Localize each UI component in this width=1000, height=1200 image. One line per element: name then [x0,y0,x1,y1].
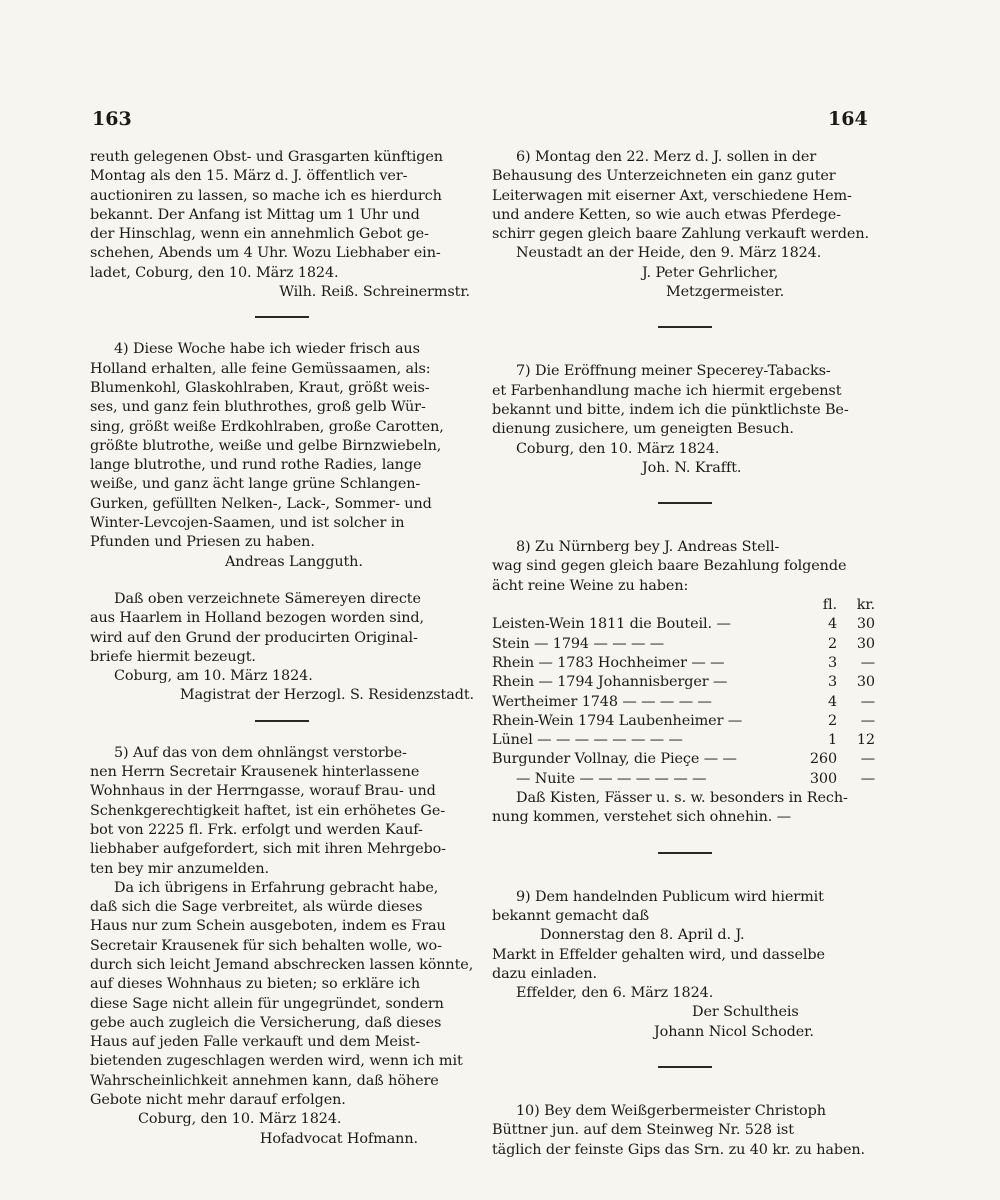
text-line: schirr gegen gleich baare Zahlung verkauft werden. [492,226,869,243]
page-number-right: 164 [828,108,868,130]
text-line: Winter-Levcojen-Saamen, und ist solcher in [90,515,405,532]
wine-row: Wertheimer 1748 — — — — — 4 — [492,693,875,710]
text-line: 5) Auf das von dem ohnlängst verstorbe- [114,744,407,761]
left-column [90,148,474,1149]
text-line: Pfunden und Priesen zu haben. [90,534,315,551]
text-line: Blumenkohl, Glaskohlraben, Kraut, größt weis- [90,379,430,396]
text-line: bekannt und bitte, indem ich die pünktlichste Be- [492,401,849,418]
signature: Andreas Langguth. [225,553,363,570]
notice-9 [492,888,877,1042]
text-line: Haus auf jeden Falle verkauft und dem Meist- [90,1034,421,1051]
text-line: Gebote nicht mehr darauf erfolgen. [90,1092,346,1109]
text-line: 8) Zu Nürnberg bey J. Andreas Stell- [516,539,780,556]
text-line: nen Herrn Secretair Krausenek hinterlassene [90,764,420,781]
signature: Hofadvocat Hofmann. [259,1130,418,1147]
wine-row: Rhein — 1783 Hochheimer — — 3 — [492,654,875,671]
page-number-left: 163 [92,108,132,130]
signature: J. Peter Gehrlicher, [642,264,779,281]
date-line: Coburg, den 10. März 1824. [516,440,720,457]
notice-7 [492,362,877,478]
text-line: Gurken, gefüllten Nelken-, Lack-, Sommer- und [90,495,432,512]
signature: Magistrat der Herzogl. S. Residenzstadt. [179,687,474,704]
text-line: ten bey mir anzumelden. [90,860,270,877]
text-line: Holland erhalten, alle feine Gemüssaamen, als: [90,360,431,377]
text-line: ächt reine Weine zu haben: [492,577,689,594]
separator [658,1066,712,1068]
col-header-kr: kr. [856,597,875,614]
text-line: bietenden zugeschlagen werden wird, wenn ich mit [90,1053,463,1070]
wine-row: Lünel — — — — — — — — 1 12 [492,732,875,749]
text-line: Montag als den 15. März d. J. öffentlich ver- [90,168,408,185]
text-line: Markt in Effelder gehalten wird, und dasselbe [492,946,825,963]
text-line: Daß oben verzeichnete Sämereyen directe [114,590,421,607]
text-line: diese Sage nicht allein für ungegründet, sondern [90,995,444,1012]
text-line: Daß Kisten, Fässer u. s. w. besonders in Rech- [516,790,848,807]
text-line: bot von 2225 fl. Frk. erfolgt und werden Kauf- [90,821,423,838]
date-line: Effelder, den 6. März 1824. [516,985,714,1002]
text-line: schehen, Abends um 4 Uhr. Wozu Liebhaber ein- [90,245,441,262]
right-column [492,148,877,1160]
text-line: 10) Bey dem Weißgerbermeister Christoph [516,1102,826,1119]
text-line: dienung zusichere, um geneigten Besuch. [492,421,794,438]
text-line: lange blutrothe, und rund rothe Radies, lange [90,457,422,474]
text-line: aus Haarlem in Holland bezogen worden sind, [90,610,424,627]
separator [255,316,309,318]
text-line: sing, größt weiße Erdkohlraben, große Carotten, [90,418,444,435]
text-line: auctioniren zu lassen, so mache ich es hierdurch [90,187,442,204]
text-line: 4) Diese Woche habe ich wieder frisch aus [114,341,420,358]
wine-row: Leisten-Wein 1811 die Bouteil. — 4 30 [492,616,875,633]
notice-3 [90,148,474,302]
text-line: Leiterwagen mit eiserner Axt, verschiedene Hem- [492,187,852,204]
text-line: reuth gelegenen Obst- und Grasgarten künftigen [90,149,443,165]
text-line: auf dieses Wohnhaus zu bieten; so erkläre ich [90,976,421,993]
text-line: bekannt gemacht daß [492,907,650,924]
text-line: 7) Die Eröffnung meiner Specerey-Tabacks- [516,363,831,380]
text-line: dazu einladen. [492,965,597,982]
text-line: Donnerstag den 8. April d. J. [540,927,745,944]
notice-6 [492,148,877,302]
separator [658,852,712,854]
signature: Joh. N. Krafft. [642,459,742,476]
signature: Johann Nicol Schoder. [654,1023,814,1040]
text-line: 6) Montag den 22. Merz d. J. sollen in der [516,149,817,165]
text-line: Haus nur zum Schein ausgeboten, indem es Frau [90,918,446,935]
text-line: durch sich leicht Jemand abschrecken lassen könnte, [90,956,474,973]
notice-5 [90,744,474,1149]
text-line: ses, und ganz fein bluthrothes, groß gelb Wür- [90,399,426,416]
date-line: Neustadt an der Heide, den 9. März 1824. [516,245,822,262]
text-line: Behausung des Unterzeichneten ein ganz guter [492,168,836,185]
text-line: größte blutrothe, weiße und gelbe Birnzwiebeln, [90,437,442,454]
separator [658,502,712,504]
text-line: bekannt. Der Anfang ist Mittag um 1 Uhr und [90,206,420,223]
signature-title: Metzgermeister. [666,284,785,301]
wine-table-header [492,596,877,615]
text-line: Da ich übrigens in Erfahrung gebracht habe, [114,879,439,896]
text-line: 9) Dem handelnden Publicum wird hiermit [516,888,824,905]
text-line: liebhaber aufgefordert, sich mit ihren Mehrgebo- [90,841,446,858]
text-line: ladet, Coburg, den 10. März 1824. [90,264,339,281]
notice-8 [492,538,877,827]
text-line: weiße, und ganz ächt lange grüne Schlangen- [90,476,421,493]
wine-row: — Nuite — — — — — — — 300 — [516,770,875,787]
signature: Wilh. Reiß. Schreinermstr. [279,284,470,301]
date-line: Coburg, am 10. März 1824. [114,668,313,685]
text-line: täglich der feinste Gips das Srn. zu 40 kr. zu haben. [492,1141,866,1158]
text-line: Secretair Krausenek für sich behalten wolle, wo- [90,937,442,954]
signature-title: Der Schultheis [692,1004,799,1021]
wine-row: Rhein — 1794 Johannisberger — 3 30 [492,674,875,691]
col-header-fl: fl. [822,597,837,614]
text-line: et Farbenhandlung mache ich hiermit ergebenst [492,382,842,399]
text-line: briefe hiermit bezeugt. [90,648,256,665]
text-line: Wahrscheinlichkeit annehmen kann, daß höhere [90,1072,439,1089]
notice-4 [90,340,474,705]
text-line: wird auf den Grund der producirten Original- [90,629,418,646]
text-line: Wohnhaus in der Herrngasse, worauf Brau- und [90,783,436,800]
separator [255,720,309,722]
notice-10 [492,1102,877,1160]
text-line: nung kommen, verstehet sich ohnehin. — [492,809,792,826]
text-line: der Hinschlag, wenn ein annehmlich Gebot ge- [90,226,429,243]
text-line: Schenkgerechtigkeit haftet, ist ein erhöhetes Ge- [90,802,445,819]
text-line: Büttner jun. auf dem Steinweg Nr. 528 ist [492,1122,794,1139]
text-line: und andere Ketten, so wie auch etwas Pferdege- [492,206,841,223]
wine-row: Rhein-Wein 1794 Laubenheimer — 2 — [492,712,875,729]
text-line: daß sich die Sage verbreitet, als würde dieses [90,899,423,916]
wine-row: Burgunder Vollnay, die Pieçe — — 260 — [492,751,875,768]
date-line: Coburg, den 10. März 1824. [138,1111,342,1128]
text-line: wag sind gegen gleich baare Bezahlung folgende [492,558,847,575]
separator [658,326,712,328]
wine-row: Stein — 1794 — — — — 2 30 [492,635,875,652]
text-line: gebe auch zugleich die Versicherung, daß dieses [90,1014,442,1031]
